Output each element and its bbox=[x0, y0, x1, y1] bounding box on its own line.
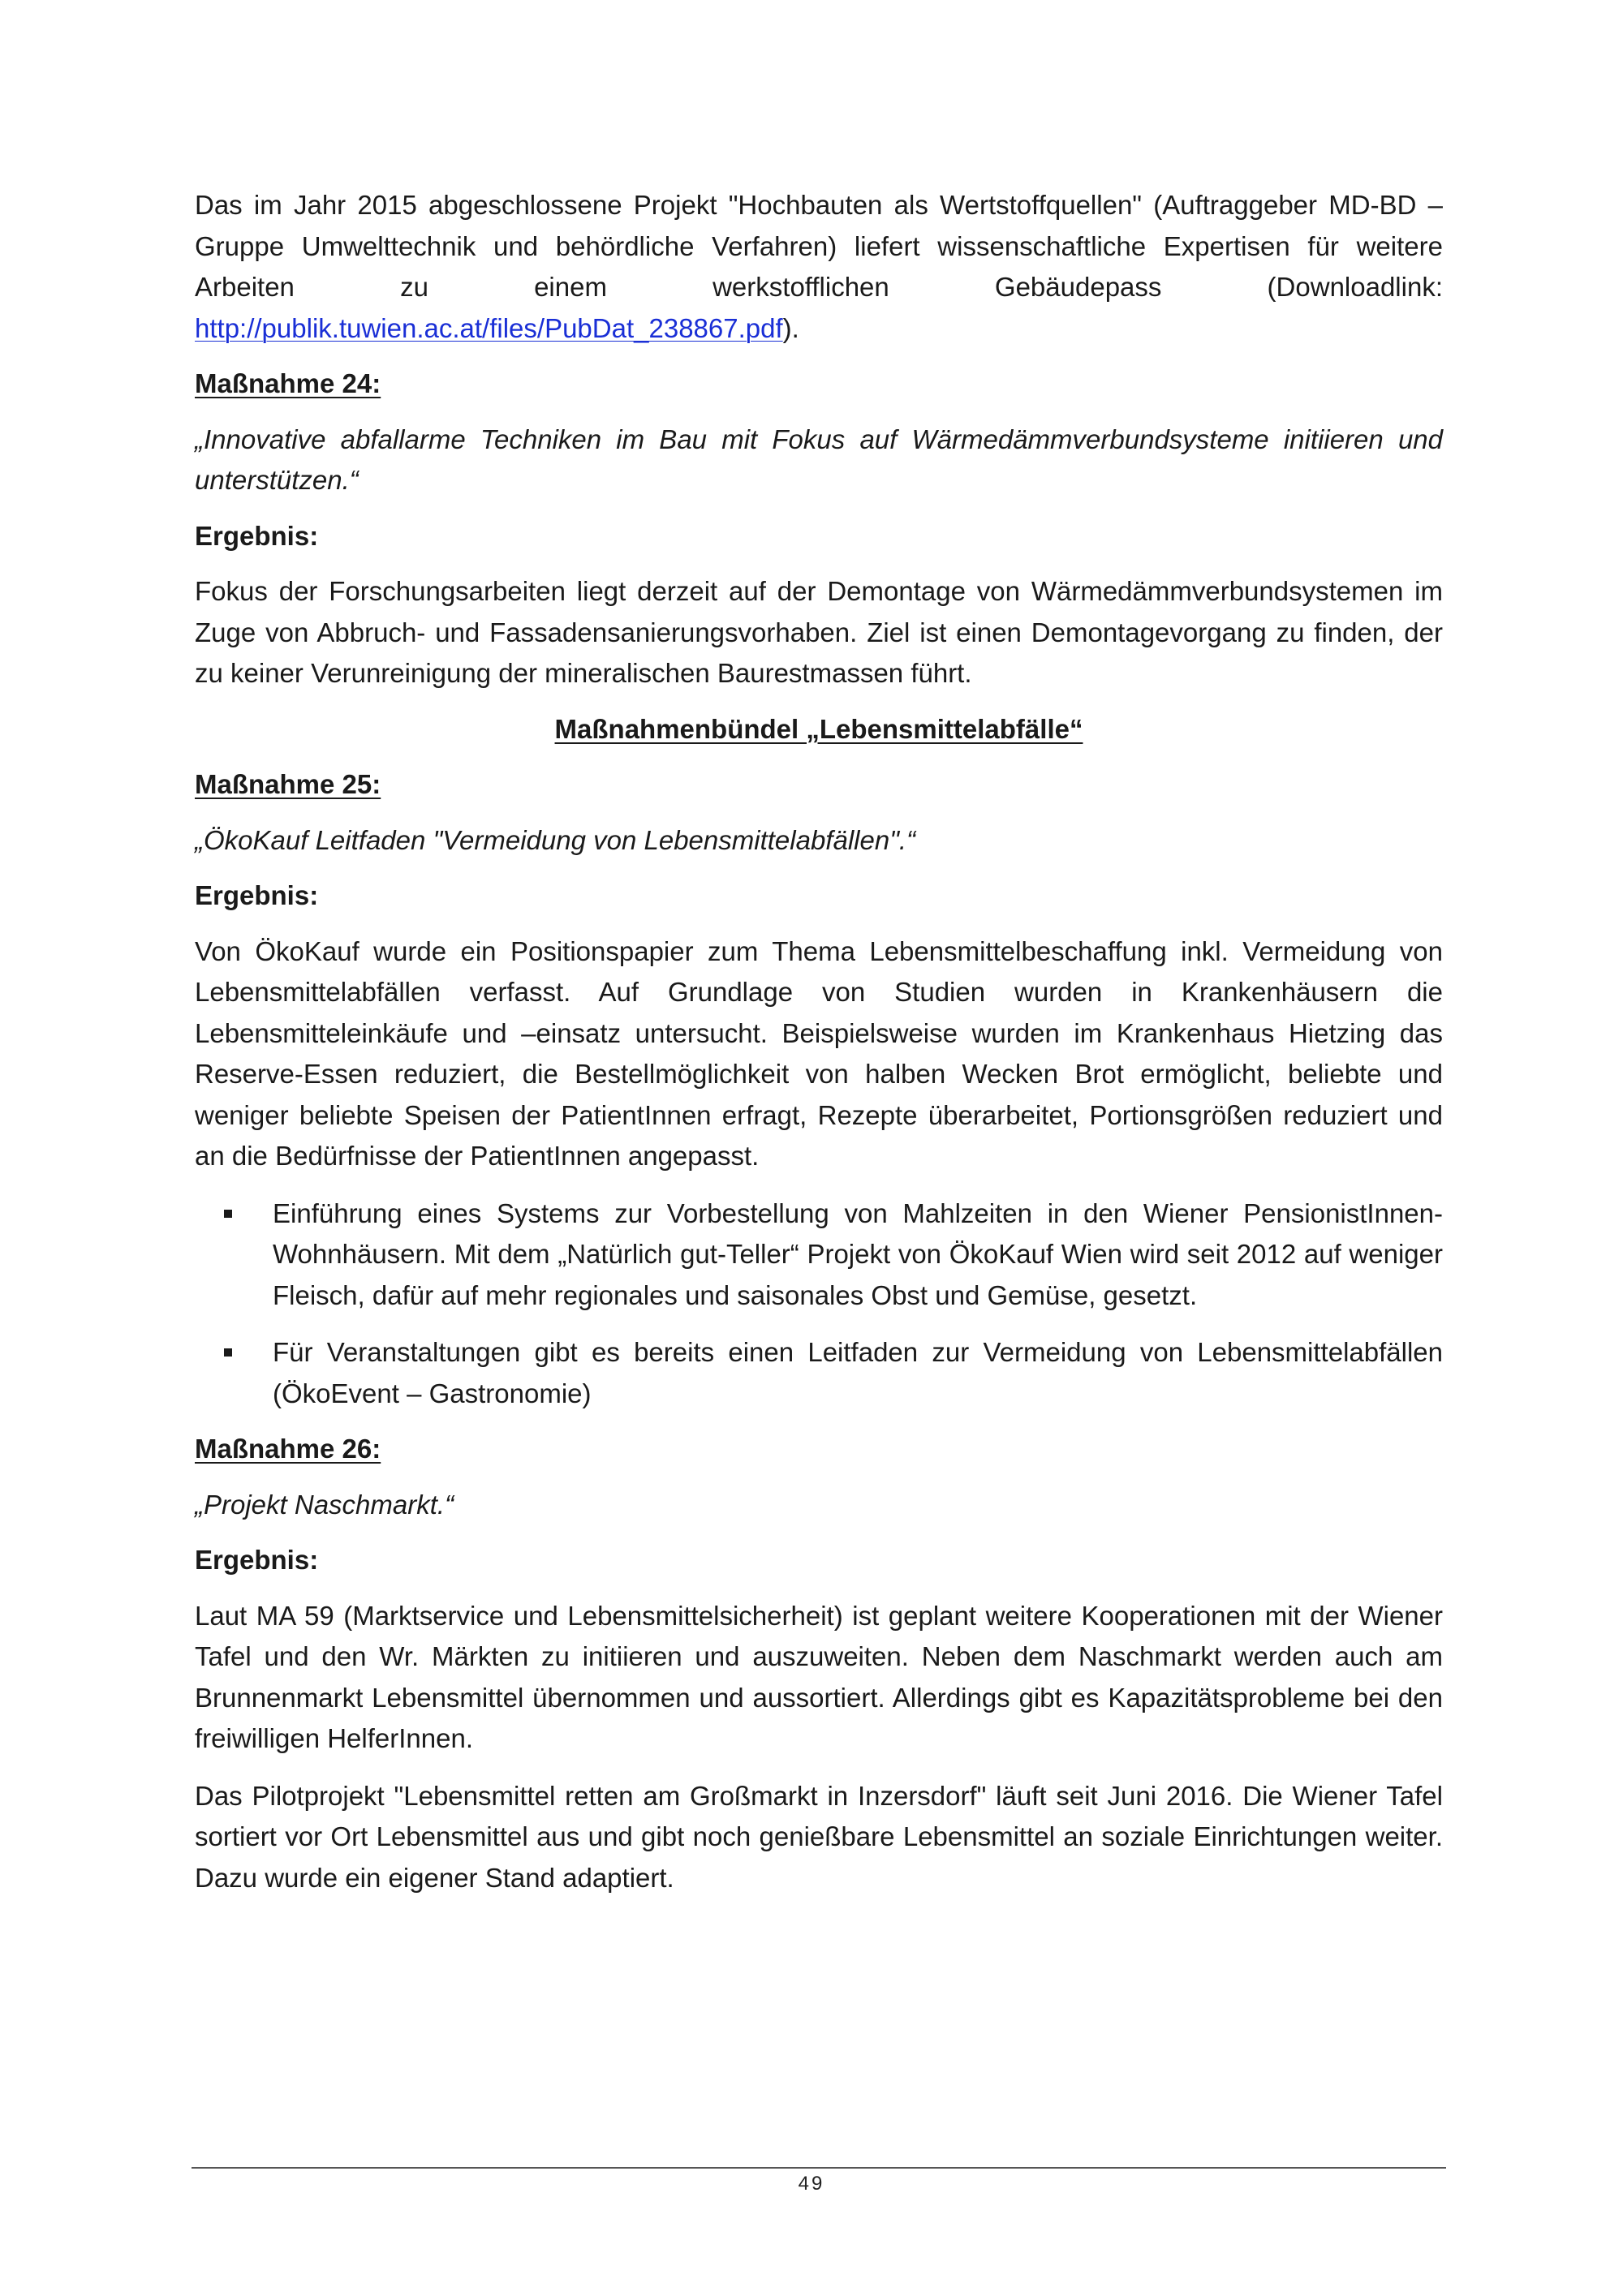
intro-link-suffix: ). bbox=[782, 312, 799, 343]
intro-link-line bbox=[195, 308, 1443, 350]
list-item bbox=[195, 1332, 1443, 1414]
measure-26-result-text: Laut MA 59 (Marktservice und Lebensmittelsicherheit) ist geplant weitere Kooperationen mit der Wiener Tafel und den Wr. Märkten zu initiieren und auszuweiten. Neben dem Naschmarkt werden auch am Brunnenmarkt Lebensmittel übernommen und aussortiert. Allerdings gibt es Kapazitätsprobleme bei den freiwilligen HelferInnen. bbox=[195, 1600, 1443, 1753]
square-bullet-icon bbox=[224, 1348, 232, 1357]
measure-25-heading: Maßnahme 25: bbox=[195, 769, 381, 799]
measure-25-bullet-list bbox=[195, 1193, 1443, 1415]
bullet-text: Einführung eines Systems zur Vorbestellung von Mahlzeiten in den Wiener PensionistInnen-Wohnhäusern. Mit dem „Natürlich gut-Teller“ Projekt von ÖkoKauf Wien wird seit 2012 auf weniger Fleisch, dafür auf mehr regionales und saisonales Obst und Gemüse, gesetzt. bbox=[273, 1197, 1443, 1310]
measure-24-result-label: Ergebnis: bbox=[195, 520, 319, 551]
measure-26-heading: Maßnahme 26: bbox=[195, 1434, 381, 1464]
list-item bbox=[195, 1193, 1443, 1317]
footer-divider bbox=[192, 2167, 1446, 2169]
download-link[interactable]: http://publik.tuwien.ac.at/files/PubDat_238867.pdf bbox=[195, 312, 783, 343]
page-number: 49 bbox=[798, 2173, 825, 2195]
measure-24-result-text: Fokus der Forschungsarbeiten liegt derzeit auf der Demontage von Wärmedämmverbundsystemen im Zuge von Abbruch- und Fassadensanierungsvorhaben. Ziel ist einen Demontagevorgang zu finden, der zu keiner Verunreinigung der mineralischen Baurestmassen führt. bbox=[195, 576, 1443, 688]
measure-25-result-text: Von ÖkoKauf wurde ein Positionspapier zum Thema Lebensmittelbeschaffung inkl. Vermeidung von Lebensmittelabfällen verfasst. Auf Grundlage von Studien wurden in Krankenhäusern die Lebensmitteleinkäufe und –einsatz untersucht. Beispielsweise wurden im Krankenhaus Hietzing das Reserve-Essen reduziert, die Bestellmöglichkeit von halben Wecken Brot ermöglicht, beliebte und weniger beliebte Speisen der PatientInnen erfragt, Rezepte überarbeitet, Portionsgrößen reduziert und an die Bedürfnisse der PatientInnen angepasst. bbox=[195, 935, 1443, 1171]
bundle-heading: Maßnahmenbündel „Lebensmittelabfälle“ bbox=[554, 713, 1083, 744]
measure-24-quote: „Innovative abfallarme Techniken im Bau mit Fokus auf Wärmedämmverbundsysteme initiieren und unterstützen.“ bbox=[195, 424, 1443, 495]
measure-24-heading: Maßnahme 24: bbox=[195, 368, 381, 398]
bullet-text: Für Veranstaltungen gibt es bereits einen Leitfaden zur Vermeidung von Lebensmittelabfällen (ÖkoEvent – Gastronomie) bbox=[273, 1337, 1443, 1408]
measure-25-quote: „ÖkoKauf Leitfaden "Vermeidung von Lebensmittelabfällen".“ bbox=[195, 824, 916, 855]
measure-26-quote: „Projekt Naschmarkt.“ bbox=[195, 1489, 454, 1520]
measure-25-result-label: Ergebnis: bbox=[195, 880, 319, 910]
measure-26-result-label: Ergebnis: bbox=[195, 1545, 319, 1575]
page-body bbox=[195, 185, 1443, 1898]
measure-26-pilot-text: Das Pilotprojekt "Lebensmittel retten am Großmarkt in Inzersdorf" läuft seit Juni 2016. Die Wiener Tafel sortiert vor Ort Lebensmittel aus und gibt noch genießbare Lebensmittel an soziale Einrichtungen weiter. Dazu wurde ein eigener Stand adaptiert. bbox=[195, 1780, 1443, 1893]
intro-text: Das im Jahr 2015 abgeschlossene Projekt "Hochbauten als Wertstoffquellen" (Auftraggeber MD-BD – Gruppe Umwelttechnik und behördliche Verfahren) liefert wissenschaftliche Expertisen für weitere Arbeiten zu einem werkstofflichen Gebäudepass (Downloadlink: bbox=[195, 190, 1443, 302]
intro-paragraph bbox=[195, 185, 1443, 308]
square-bullet-icon bbox=[224, 1210, 232, 1218]
